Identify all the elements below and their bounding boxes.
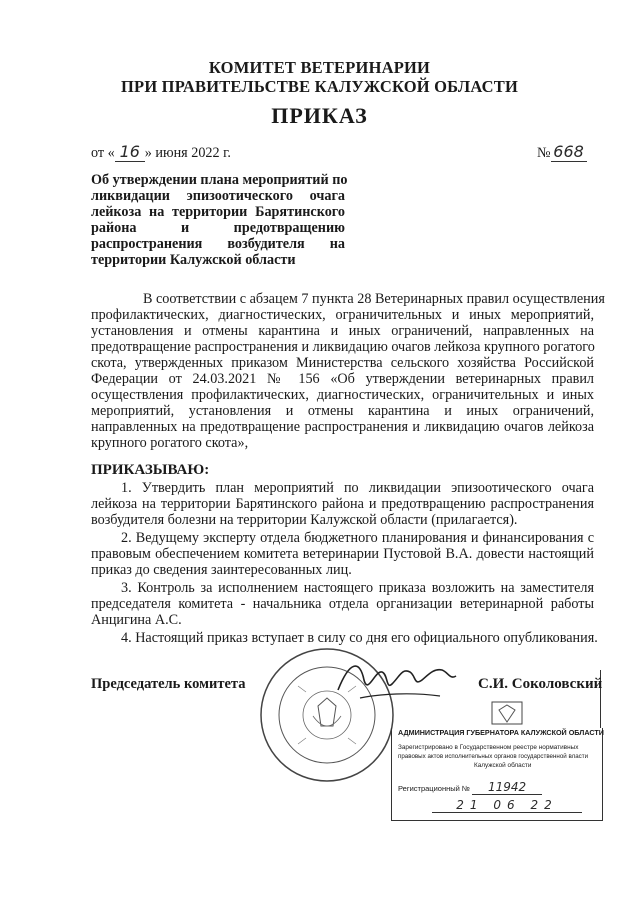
preamble-line: мероприятий, установления и отмены карантина и иных ограничений, xyxy=(91,403,594,419)
date-suffix: » июня 2022 г. xyxy=(144,145,231,161)
subject-line: района и предотвращению xyxy=(91,220,345,236)
preamble-line: направленных на предотвращение распространения и ликвидацию очагов лейкоза xyxy=(91,419,594,435)
preamble-line: В соответствии с абзацем 7 пункта 28 Ветеринарных правил осуществления xyxy=(143,291,605,307)
signature-position: Председатель комитета xyxy=(91,676,246,692)
date-day: 16 xyxy=(119,142,140,161)
stamp-reg-line xyxy=(398,780,542,795)
order-heading: ПРИКАЗЫВАЮ: xyxy=(91,462,210,478)
date-line xyxy=(91,144,231,162)
document-title: ПРИКАЗ xyxy=(271,103,368,128)
order-items xyxy=(91,480,598,646)
subject-line: лейкоза на территории Барятинского xyxy=(91,204,345,220)
date-prefix: от « xyxy=(91,145,115,161)
preamble-line: крупного рогатого скота», xyxy=(91,435,249,451)
preamble-line: предотвращение распространения и ликвидацию очагов лейкоза крупного рогатого xyxy=(91,339,595,355)
order-line: приказ до сведения заинтересованных лиц. xyxy=(91,562,352,578)
order-line: Анцигина А.С. xyxy=(91,612,182,628)
signer-box xyxy=(472,670,601,728)
reg-number: 11942 xyxy=(472,780,542,795)
order-line: 3. Контроль за исполнением настоящего приказа возложить на заместителя xyxy=(121,580,594,596)
order-line: правовым обеспечением комитета ветеринарии Пустовой В.А. довести настоящий xyxy=(91,546,594,562)
order-line: председателя комитета - начальника отдела организации ветеринарной работы xyxy=(91,596,594,612)
handwritten-signature xyxy=(330,650,460,710)
preamble-line: Федерации от 24.03.2021 № 156 «Об утверждении ветеринарных правил xyxy=(91,371,594,387)
preamble-line: профилактических, диагностических, ограничительных и иных мероприятий, xyxy=(91,307,594,323)
subject-line: Об утверждении плана мероприятий по xyxy=(91,172,348,188)
order-line: лейкоза на территории Барятинского района и предотвращению распространения xyxy=(91,496,594,512)
order-line: возбудителя болезни на территории Калужской области (прилагается). xyxy=(91,512,518,528)
reg-label: Регистрационный № xyxy=(398,784,470,793)
number-label: № xyxy=(537,145,551,161)
registration-stamp xyxy=(391,728,603,821)
subject-line: распространения возбудителя на xyxy=(91,236,345,252)
preamble xyxy=(91,291,605,451)
reg-date: 21 06 22 xyxy=(432,798,582,813)
signer-name: С.И. Соколовский xyxy=(478,676,603,692)
order-number xyxy=(537,144,587,162)
preamble-line: скота, утвержденных приказом Министерства сельского хозяйства Российской xyxy=(91,355,594,371)
preamble-line: осуществления профилактических, диагностических, ограничительных и иных xyxy=(91,387,594,403)
number-value: 668 xyxy=(553,142,584,161)
subject-block xyxy=(91,172,348,268)
stamp-authority: АДМИНИСТРАЦИЯ ГУБЕРНАТОРА КАЛУЖСКОЙ ОБЛАСТИ xyxy=(398,728,604,737)
stamp-text-3: Калужской области xyxy=(474,762,532,769)
subject-line: ликвидации эпизоотического очага xyxy=(91,188,345,204)
preamble-line: установления и отмены карантина и иных ограничений, направленных на xyxy=(91,323,594,339)
subject-line: территории Калужской области xyxy=(91,252,296,268)
order-line: 4. Настоящий приказ вступает в силу со дня его официального опубликования. xyxy=(121,630,598,646)
org-name-line1: КОМИТЕТ ВЕТЕРИНАРИИ xyxy=(208,58,431,77)
order-line: 1. Утвердить план мероприятий по ликвидации эпизоотического очага xyxy=(121,480,594,496)
order-line: 2. Ведущему эксперту отдела бюджетного планирования и финансирования с xyxy=(121,530,594,546)
stamp-text-1: Зарегистрировано в Государственном реестре нормативных xyxy=(398,744,579,751)
stamp-text-2: правовых актов исполнительных органов государственной власти xyxy=(398,753,589,760)
coat-of-arms-icon xyxy=(490,700,524,726)
org-name-line2: ПРИ ПРАВИТЕЛЬСТВЕ КАЛУЖСКОЙ ОБЛАСТИ xyxy=(121,77,518,96)
